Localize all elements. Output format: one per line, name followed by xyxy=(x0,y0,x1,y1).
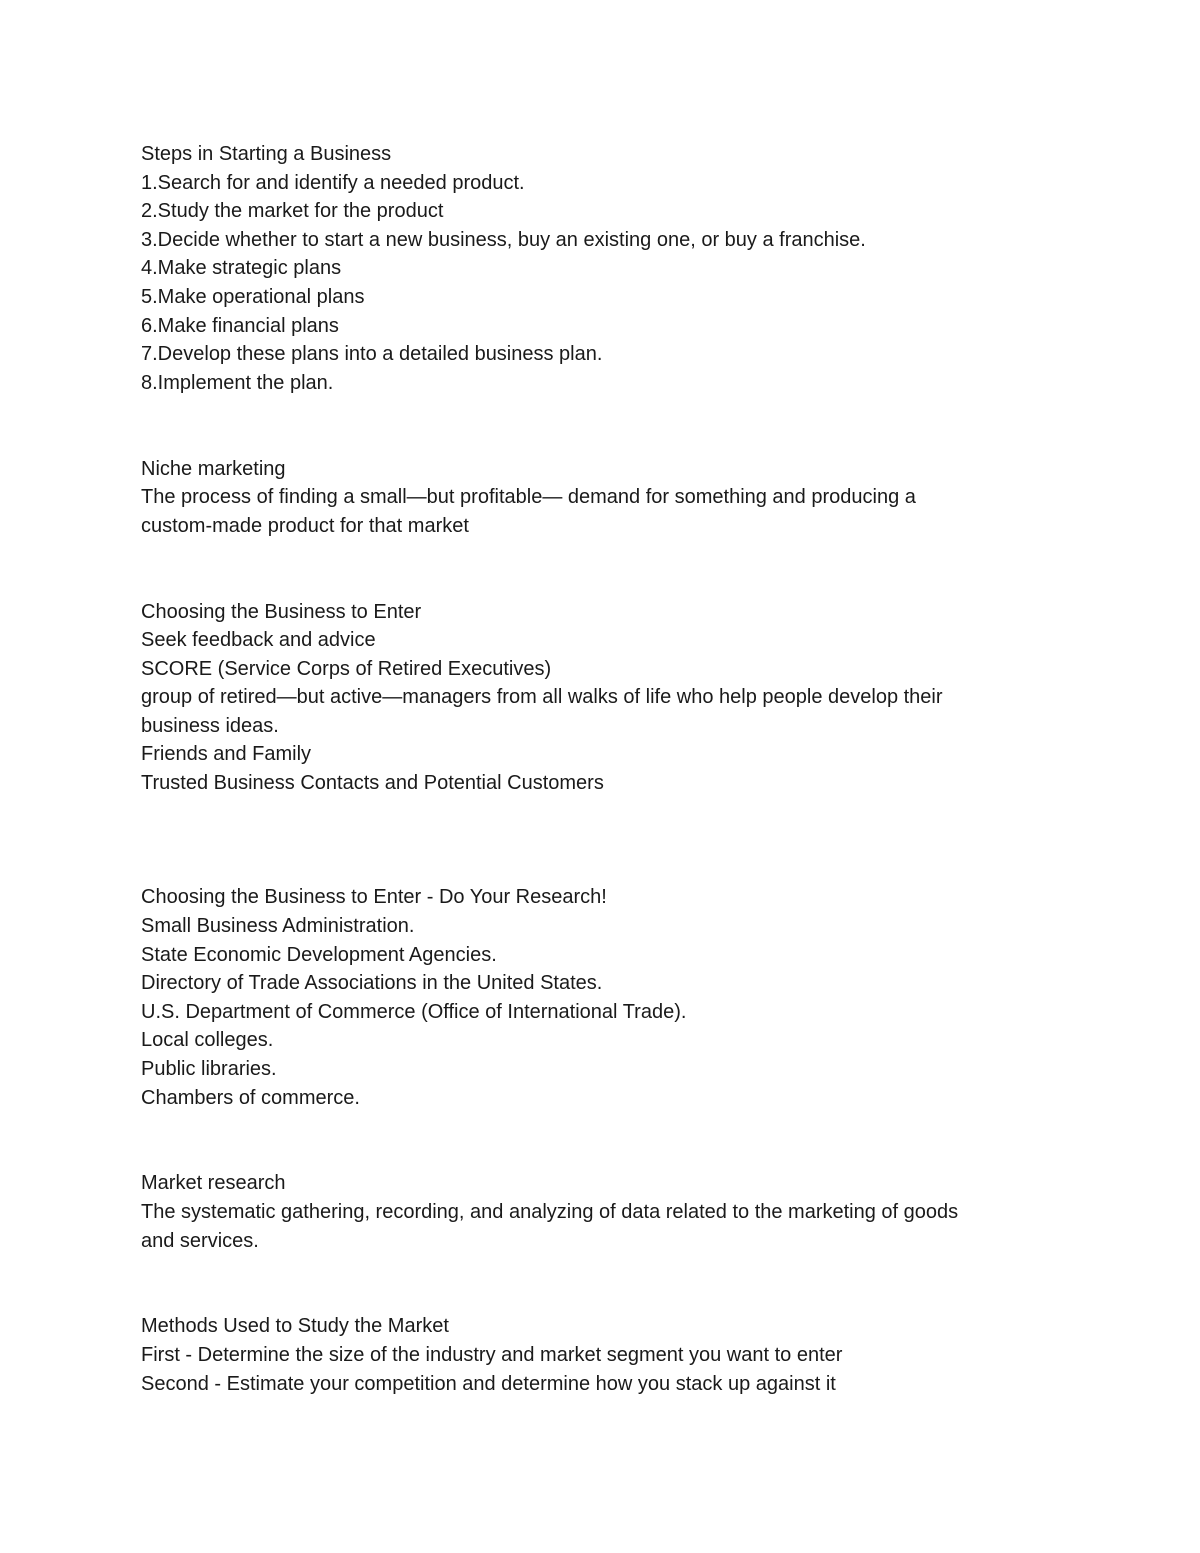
body-line: The process of finding a small—but profitable— demand for something and producing a xyxy=(141,486,916,509)
body-line: Friends and Family xyxy=(141,743,312,766)
list-item: 6.Make financial plans xyxy=(141,314,339,337)
list-item: 3.Decide whether to start a new business, buy an existing one, or buy a franchise. xyxy=(141,228,866,251)
section-steps-in-starting xyxy=(141,140,1041,397)
body-line: First - Determine the size of the industry and market segment you want to enter xyxy=(141,1343,843,1366)
blank-line xyxy=(141,1112,1041,1141)
section-title: Market research xyxy=(141,1172,286,1195)
list-item: 2.Study the market for the product xyxy=(141,200,444,223)
list-item: 7.Develop these plans into a detailed business plan. xyxy=(141,343,603,366)
list-item: 8.Implement the plan. xyxy=(141,371,334,394)
blank-line xyxy=(141,798,1041,827)
section-title: Steps in Starting a Business xyxy=(141,143,392,165)
blank-line xyxy=(141,1255,1041,1284)
body-line: The systematic gathering, recording, and analyzing of data related to the marketing of goods xyxy=(141,1200,959,1223)
body-line: Small Business Administration. xyxy=(141,915,415,938)
section-title: Choosing the Business to Enter - Do Your Research! xyxy=(141,886,607,909)
blank-line xyxy=(141,855,1041,884)
section-market-research xyxy=(141,1169,1041,1255)
body-line: group of retired—but active—managers from all walks of life who help people develop their xyxy=(141,686,943,709)
blank-line xyxy=(141,540,1041,569)
body-line: Seek feedback and advice xyxy=(141,629,376,652)
list-item: 4.Make strategic plans xyxy=(141,257,342,280)
section-do-your-research xyxy=(141,883,1041,1112)
body-line: SCORE (Service Corps of Retired Executives) xyxy=(141,657,552,680)
body-line: Second - Estimate your competition and determine how you stack up against it xyxy=(141,1372,836,1395)
list-item: 1.Search for and identify a needed product. xyxy=(141,171,525,194)
body-line: Chambers of commerce. xyxy=(141,1086,360,1109)
body-line: Directory of Trade Associations in the United States. xyxy=(141,972,603,995)
blank-line xyxy=(141,397,1041,426)
blank-line xyxy=(141,1284,1041,1313)
section-choosing-business xyxy=(141,598,1041,798)
section-niche-marketing xyxy=(141,455,1041,541)
document-body xyxy=(141,140,1041,1398)
section-title: Choosing the Business to Enter xyxy=(141,600,422,623)
section-title: Niche marketing xyxy=(141,457,286,480)
body-line: custom-made product for that market xyxy=(141,514,469,537)
body-line: and services. xyxy=(141,1229,259,1252)
blank-line xyxy=(141,826,1041,855)
blank-line xyxy=(141,426,1041,455)
blank-line xyxy=(141,1141,1041,1170)
body-line: U.S. Department of Commerce (Office of International Trade). xyxy=(141,1000,687,1023)
section-title: Methods Used to Study the Market xyxy=(141,1315,449,1338)
body-line: Trusted Business Contacts and Potential Customers xyxy=(141,772,604,795)
list-item: 5.Make operational plans xyxy=(141,285,365,308)
body-line: Public libraries. xyxy=(141,1058,277,1080)
body-line: State Economic Development Agencies. xyxy=(141,943,497,966)
blank-line xyxy=(141,569,1041,598)
body-line: Local colleges. xyxy=(141,1029,274,1052)
body-line: business ideas. xyxy=(141,714,279,737)
section-methods-study-market xyxy=(141,1312,1041,1398)
